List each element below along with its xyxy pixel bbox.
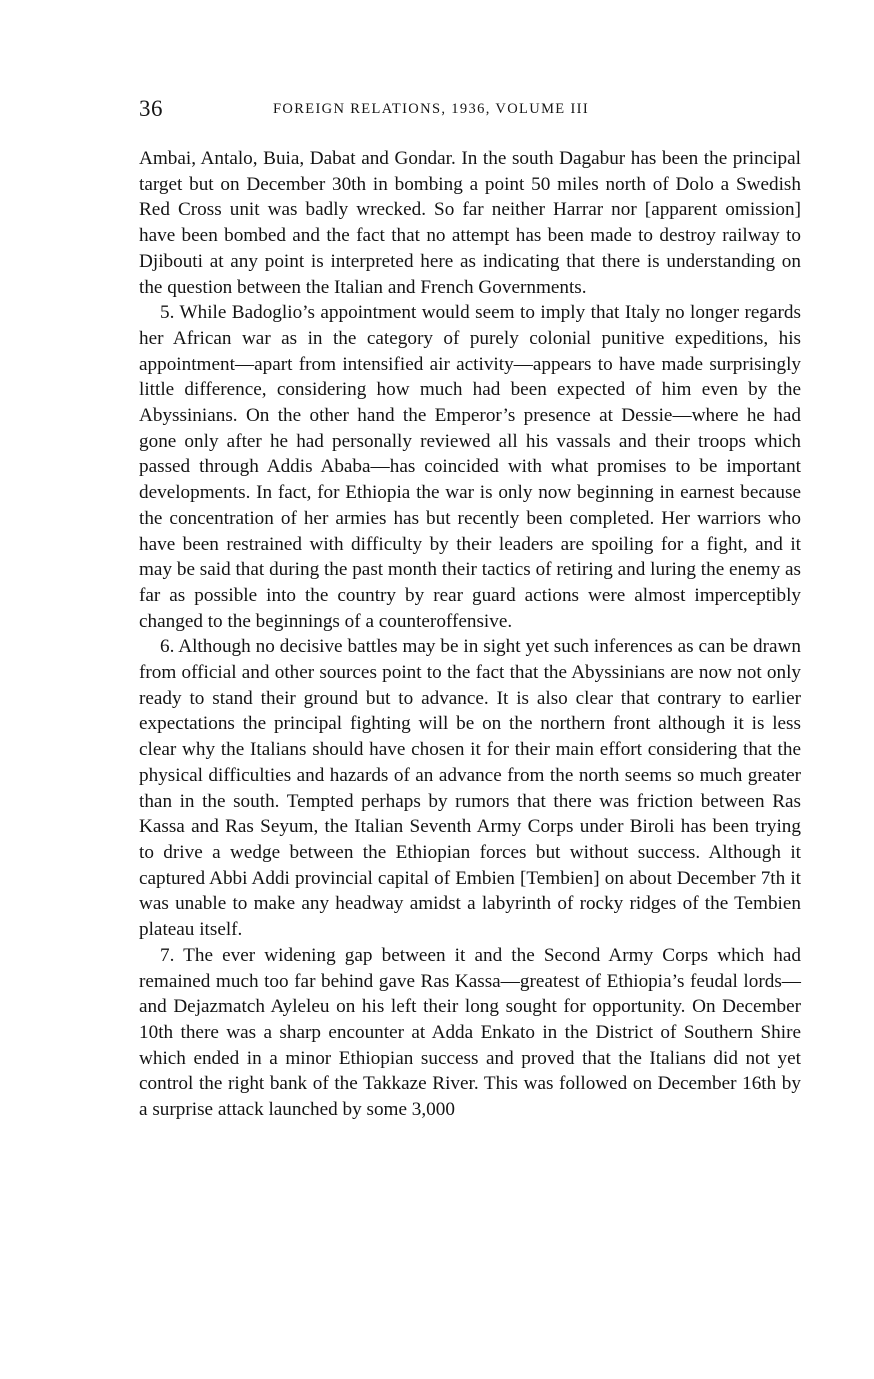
running-title: FOREIGN RELATIONS, 1936, VOLUME III xyxy=(273,101,590,117)
page-number: 36 xyxy=(139,96,163,121)
document-page xyxy=(139,98,801,1123)
paragraph-7: 7. The ever widening gap between it and the Second Army Corps which had remained much too far behind gave Ras Kassa—greatest of Ethiopia’s feudal lords—and Dejazmatch Ayleleu on his left their long sought for opportunity. On December 10th there was a sharp encounter at Adda Enkato in the District of Southern Shire which ended in a minor Ethiopian success and proved that the Italians did not yet control the right bank of the Takkaze River. This was followed on December 16th by a surprise attack launched by some 3,000 xyxy=(139,944,801,1121)
paragraph-continued: Ambai, Antalo, Buia, Dabat and Gondar. In the south Dagabur has been the principal target but on December 30th in bombing a point 50 miles north of Dolo a Swedish Red Cross unit was badly wrecked. So far neither Harrar nor [apparent omission] have been bombed and the fact that no attempt has been made to destroy railway to Djibouti at any point is interpreted here as indicating that there is understanding on the question between the Italian and French Governments. xyxy=(139,148,801,298)
paragraph-5: 5. While Badoglio’s appointment would seem to imply that Italy no longer regards her African war as in the category of purely colonial punitive expeditions, his appointment—apart from intensified air activity—appears to have made surprisingly little difference, considering how much had been expected of him even by the Abyssinians. On the other hand the Emperor’s presence at Dessie—where he had gone only after he had personally reviewed all his vassals and their troops which passed through Addis Ababa—has coincided with what promises to be important developments. In fact, for Ethiopia the war is only now beginning in earnest because the concentration of her armies has but recently been completed. Her warriors who have been restrained with difficulty by their leaders are spoiling for a fight, and it may be said that during the past month their tactics of retiring and luring the enemy as far as possible into the country by rear guard actions were almost imperceptibly changed to the beginnings of a counteroffensive. xyxy=(139,302,801,632)
body-text xyxy=(139,146,801,1123)
running-header xyxy=(139,98,801,124)
paragraph-6: 6. Although no decisive battles may be in sight yet such inferences as can be drawn from official and other sources point to the fact that the Abyssinians are now not only ready to stand their ground but to advance. It is also clear that contrary to earlier expectations the principal fighting will be on the northern front although it is less clear why the Italians should have chosen it for their main effort considering that the physical difficulties and hazards of an advance from the north seems so much greater than in the south. Tempted perhaps by rumors that there was friction between Ras Kassa and Ras Seyum, the Italian Seventh Army Corps under Biroli has been trying to drive a wedge between the Ethiopian forces but without success. Although it captured Abbi Addi provincial capital of Embien [Tembien] on about December 7th it was unable to make any headway amidst a labyrinth of rocky ridges of the Tembien plateau itself. xyxy=(139,636,801,941)
